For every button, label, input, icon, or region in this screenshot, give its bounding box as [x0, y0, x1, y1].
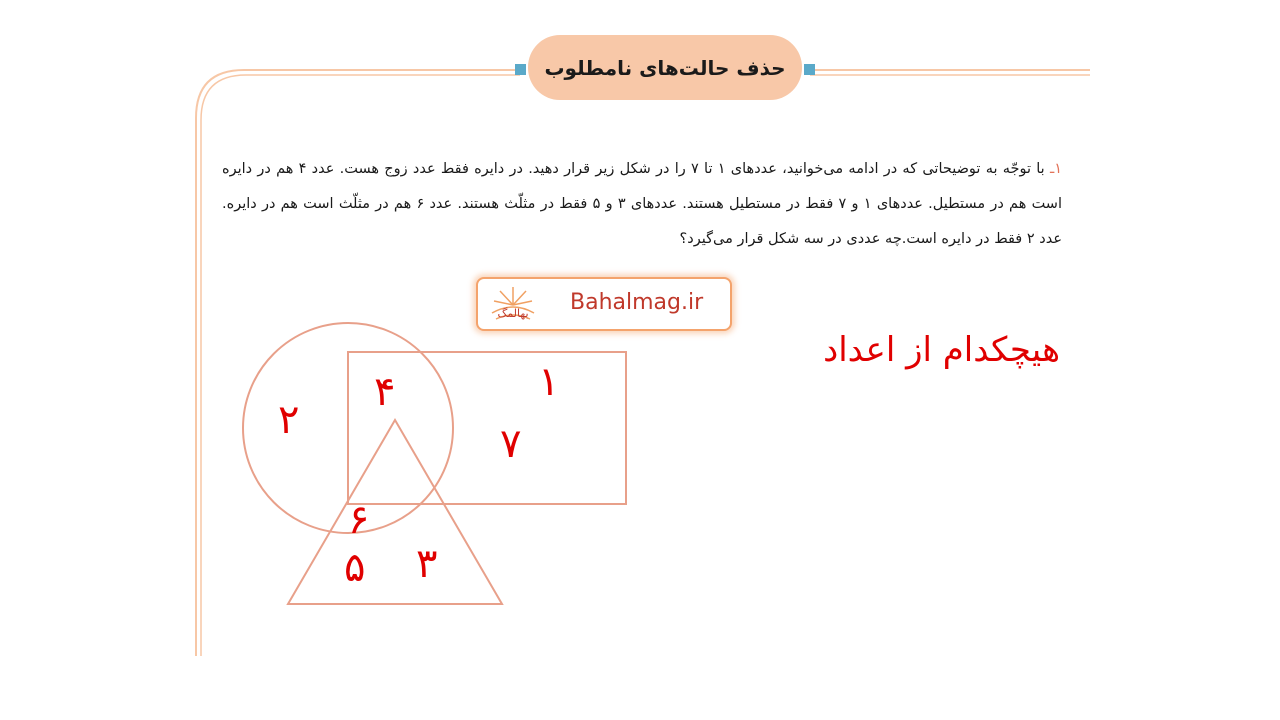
problem-text: با توجّه به توضیحاتی که در ادامه می‌خوانید، عددهای ۱ تا ۷ را در شکل زیر قرار دهید. در دایره فقط عدد زوج هست. عدد ۴ هم در دایره است هم در مستطیل. عددهای ۱ و ۷ فقط در مستطیل هستند. عددهای ۳ و ۵ فقط در مثلّث هستند. عدد ۶ هم در مثلّث است هم در دایره. عدد ۲ فقط در دایره است.چه عددی در سه شکل قرار می‌گیرد؟ — [222, 161, 1062, 247]
number-three-label: ۳ — [416, 541, 438, 587]
number-five-label: ۵ — [344, 545, 366, 591]
number-four-label: ۴ — [374, 369, 396, 415]
number-two-label: ۲ — [278, 397, 300, 443]
triangle-shape — [288, 420, 502, 604]
section-title-text: حذف حالت‌های نامطلوب — [544, 55, 786, 80]
number-seven-label: ۷ — [500, 421, 522, 467]
number-six-label: ۶ — [348, 497, 370, 543]
answer-text: هیچکدام از اعداد — [823, 330, 1060, 370]
number-one-label: ۱ — [538, 359, 560, 405]
logo-text: بهالمگ — [497, 307, 529, 320]
watermark-site: Bahalmag.ir — [570, 290, 704, 315]
problem-number: ۱ـ — [1049, 161, 1063, 177]
